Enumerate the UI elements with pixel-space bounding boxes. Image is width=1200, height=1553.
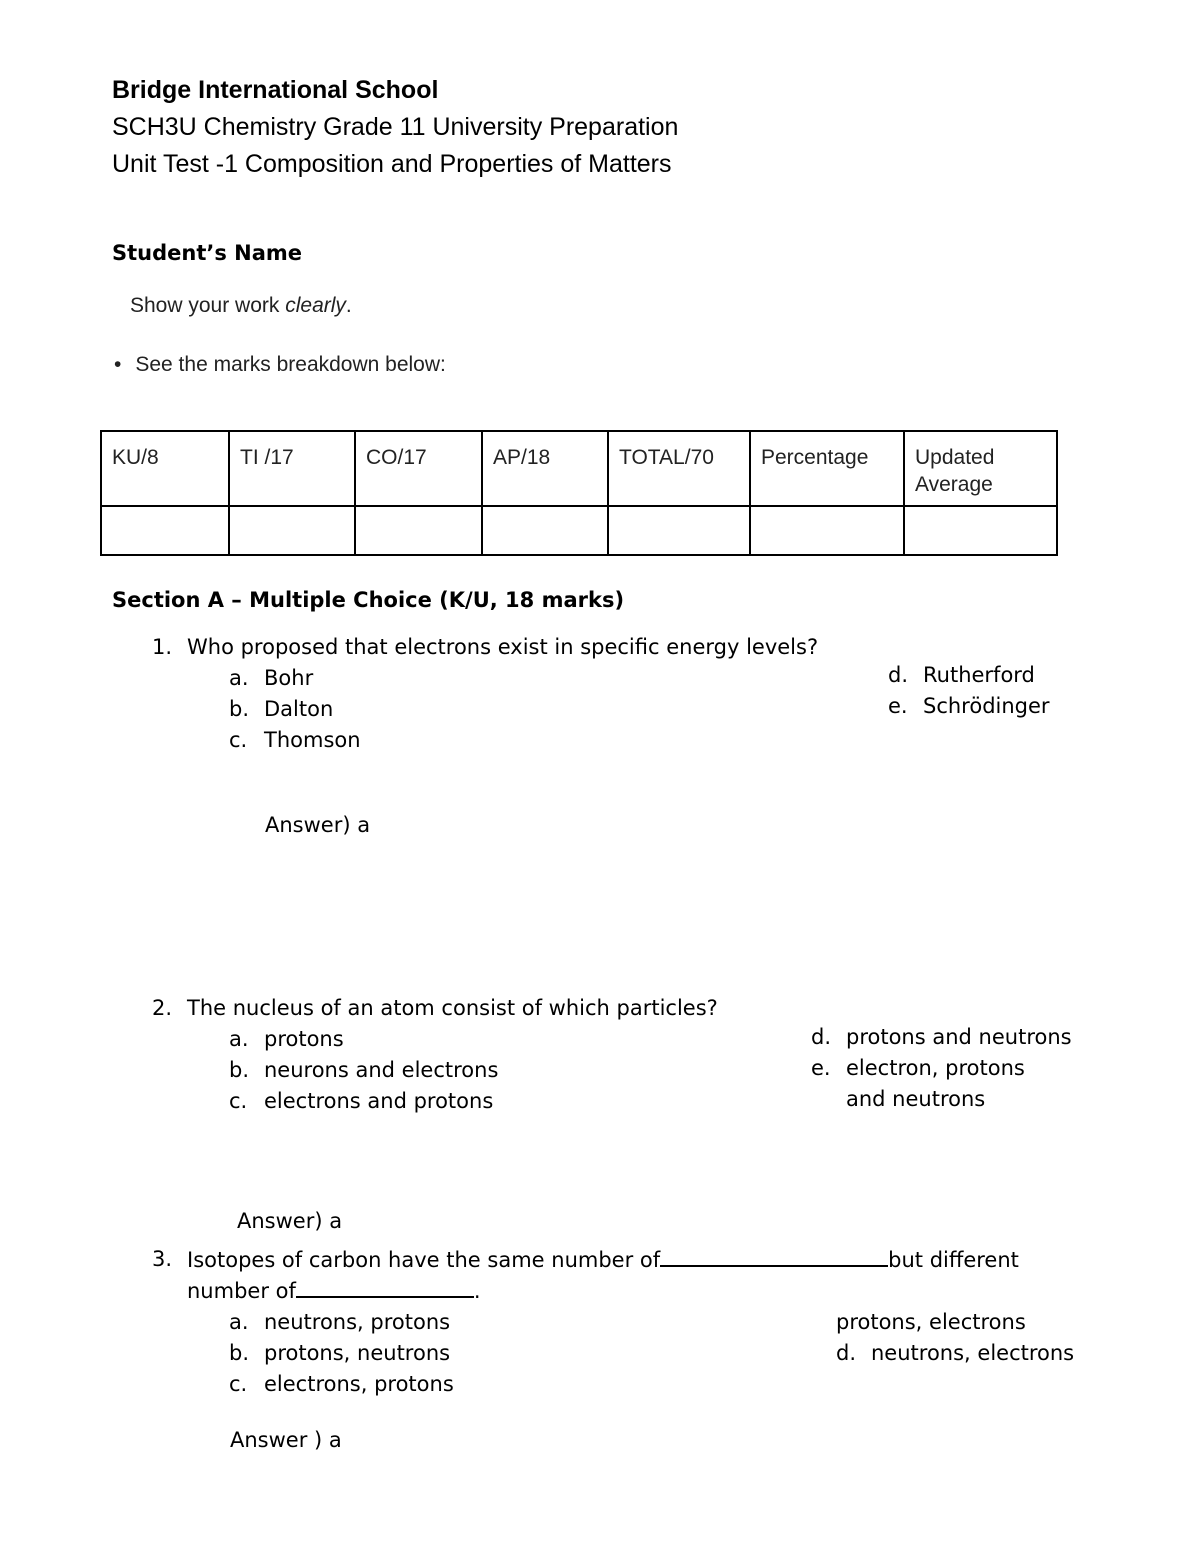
marks-value-cell[interactable] <box>608 506 750 555</box>
marks-value-co[interactable] <box>356 507 481 519</box>
q2-option-b-letter: b. <box>229 1058 250 1082</box>
q1-option-c-letter: c. <box>229 728 248 752</box>
marks-header-cell <box>482 431 608 506</box>
q3-option-d[interactable]: neutrons, electrons <box>871 1341 1075 1365</box>
q3-option-a[interactable]: neutrons, protons <box>264 1310 451 1334</box>
q1-answer: Answer) a <box>265 813 371 837</box>
q2-option-c-letter: c. <box>229 1089 248 1113</box>
q1-option-d[interactable]: Rutherford <box>923 663 1035 687</box>
q3-option-unlabeled[interactable]: protons, electrons <box>836 1310 1026 1334</box>
show-work-emphasis: clearly <box>285 294 346 317</box>
marks-value-ti[interactable] <box>230 507 354 519</box>
section-a-title: Section A – Multiple Choice (K/U, 18 marks) <box>112 588 625 612</box>
show-work-suffix: . <box>345 294 352 317</box>
q1-option-b-letter: b. <box>229 697 250 721</box>
marks-header-cell <box>355 431 482 506</box>
q2-option-b[interactable]: neurons and electrons <box>264 1058 499 1082</box>
q2-option-e[interactable]: electron, protons <box>846 1056 1025 1080</box>
show-work-prefix: Show your work <box>130 294 286 317</box>
q1-option-e[interactable]: Schrödinger <box>923 694 1050 718</box>
unit-title: Unit Test -1 Composition and Properties of Matters <box>112 150 672 178</box>
q3-blank-2[interactable] <box>296 1278 474 1298</box>
marks-header-ti: TI /17 <box>240 446 294 469</box>
question-1-text: Who proposed that electrons exist in specific energy levels? <box>187 635 819 659</box>
q3-text-part2: but different <box>888 1248 1019 1272</box>
q3-text-line2: number of <box>187 1279 296 1303</box>
marks-value-row <box>101 506 1057 555</box>
marks-breakdown-text: See the marks breakdown below: <box>135 353 446 376</box>
marks-value-cell[interactable] <box>904 506 1057 555</box>
marks-table <box>100 430 1058 556</box>
question-3-text-line1 <box>187 1247 1019 1272</box>
marks-header-ap: AP/18 <box>493 446 551 469</box>
student-name-label: Student’s Name <box>112 241 303 265</box>
q2-option-a-letter: a. <box>229 1027 249 1051</box>
q3-option-a-letter: a. <box>229 1310 249 1334</box>
course-title: SCH3U Chemistry Grade 11 University Preparation <box>112 113 679 141</box>
q3-option-c[interactable]: electrons, protons <box>264 1372 454 1396</box>
show-work-instruction <box>130 294 352 318</box>
q1-option-b[interactable]: Dalton <box>264 697 334 721</box>
question-3-number: 3. <box>152 1247 173 1271</box>
q3-text-part1: Isotopes of carbon have the same number of <box>187 1248 661 1272</box>
q2-option-e-continued[interactable]: and neutrons <box>846 1087 986 1111</box>
q2-answer: Answer) a <box>237 1209 343 1233</box>
marks-header-ku: KU/8 <box>112 446 159 469</box>
marks-header-total: TOTAL/70 <box>619 446 714 469</box>
q3-option-b[interactable]: protons, neutrons <box>264 1341 451 1365</box>
q3-text-line2-end: . <box>473 1279 481 1303</box>
q3-option-b-letter: b. <box>229 1341 250 1365</box>
marks-value-cell[interactable] <box>482 506 608 555</box>
q2-option-c[interactable]: electrons and protons <box>264 1089 494 1113</box>
q3-blank-1[interactable] <box>660 1247 888 1267</box>
q3-answer: Answer ) a <box>230 1428 342 1452</box>
q1-option-a[interactable]: Bohr <box>264 666 314 690</box>
marks-header-updated-average: Updated Average <box>915 446 995 496</box>
marks-header-cell <box>101 431 229 506</box>
school-name: Bridge International School <box>112 76 439 104</box>
marks-value-cell[interactable] <box>750 506 904 555</box>
marks-value-percentage[interactable] <box>751 507 903 519</box>
marks-value-ku[interactable] <box>102 507 228 519</box>
q2-option-d-letter: d. <box>811 1025 832 1049</box>
marks-header-cell <box>229 431 355 506</box>
question-2-text: The nucleus of an atom consist of which particles? <box>187 996 718 1020</box>
q2-option-d[interactable]: protons and neutrons <box>846 1025 1072 1049</box>
marks-value-cell[interactable] <box>101 506 229 555</box>
marks-header-cell <box>904 431 1057 506</box>
bullet: • <box>114 353 122 376</box>
q1-option-d-letter: d. <box>888 663 909 687</box>
question-2-number: 2. <box>152 996 173 1020</box>
marks-value-updated-average[interactable] <box>905 507 1056 519</box>
q2-option-e-letter: e. <box>811 1056 831 1080</box>
q1-option-c[interactable]: Thomson <box>264 728 361 752</box>
q1-option-a-letter: a. <box>229 666 249 690</box>
question-1-number: 1. <box>152 635 173 659</box>
marks-header-co: CO/17 <box>366 446 427 469</box>
marks-value-total[interactable] <box>609 507 749 519</box>
q3-option-c-letter: c. <box>229 1372 248 1396</box>
q2-option-a[interactable]: protons <box>264 1027 344 1051</box>
marks-header-percentage: Percentage <box>761 446 869 469</box>
marks-value-cell[interactable] <box>229 506 355 555</box>
marks-header-cell <box>750 431 904 506</box>
marks-breakdown-instruction <box>114 353 446 377</box>
marks-value-ap[interactable] <box>483 507 607 519</box>
question-3-text-line2 <box>187 1278 481 1303</box>
marks-value-cell[interactable] <box>355 506 482 555</box>
marks-header-row <box>101 431 1057 506</box>
q1-option-e-letter: e. <box>888 694 908 718</box>
q3-option-d-letter: d. <box>836 1341 857 1365</box>
marks-header-cell <box>608 431 750 506</box>
